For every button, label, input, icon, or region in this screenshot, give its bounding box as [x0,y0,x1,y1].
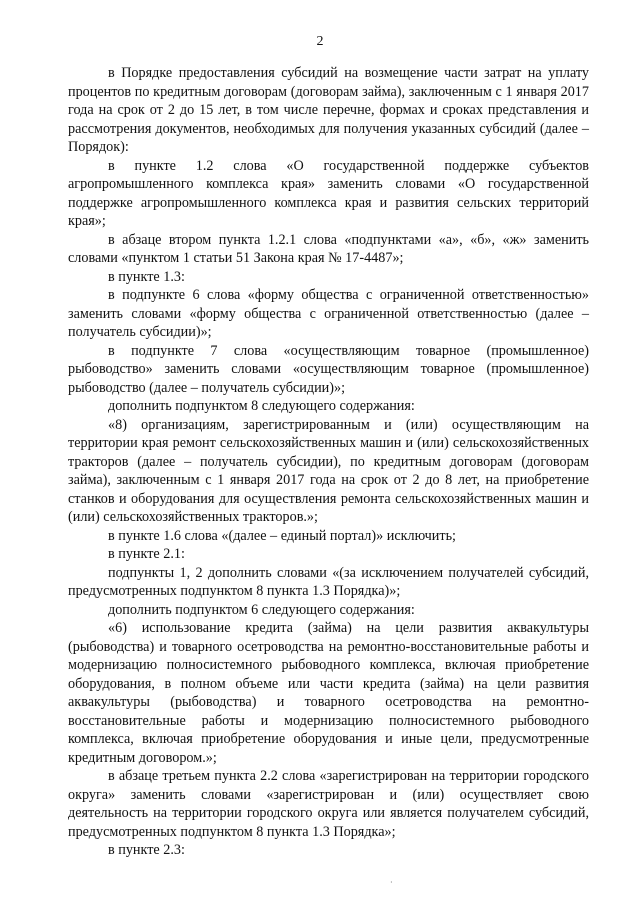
paragraph-item-2-2: в абзаце третьем пункта 2.2 слова «зарегистрирован на территории городского округа» заменить словами «зарегистрирован и (или) осуществляет свою деятельность на территории городского округа или является получателем субсидий, предусмотренных подпунктом 8 пункта 1.3 Порядка»; [68,768,589,840]
paragraph-item-2-1-heading: в пункте 2.1: [108,546,185,562]
paragraph-subitem-6: в подпункте 6 слова «форму общества с ограниченной ответственностью» заменить словами «форму общества с ограниченной ответственностью (далее – получатель субсидии)»; [68,287,589,340]
paragraph-item-1-2: в пункте 1.2 слова «О государственной поддержке субъектов агропромышленного комплекса края» заменить словами «О государственной поддержке агропромышленного комплекса края и развития сельских территорий края»; [68,157,589,229]
paragraph-item-1-3-heading: в пункте 1.3: [108,268,185,285]
paragraph-intro: в Порядке предоставления субсидий на возмещение части затрат на уплату процентов по кредитным договорам (договорам займа), заключенным с 1 января 2017 года на срок от 2 до 15 лет, в том числе перечне, формах и сроках представления и рассмотрения документов, необходимых для получения указанных субсидий (далее – Порядок): [68,65,589,155]
paragraph-add-subitem-6: дополнить подпунктом 6 следующего содержания: [108,601,415,618]
paragraph-item-1-6: в пункте 1.6 слова «(далее – единый портал)» исключить; [108,527,456,544]
paragraph-subitem-8-text: «8) организациям, зарегистрированным и (или) осуществляющим на территории края ремонт сельскохозяйственных машин и (или) сельскохозяйственных тракторов (далее – получатель субсидии), по кредитным договорам (договорам займа), заключенным с 1 января 2017 года на срок от 2 до 8 лет, на приобретение станков и оборудования для осуществления ремонта сельскохозяйственных машин и (или) сельскохозяйственных тракторов.»; [68,416,589,525]
paragraph-add-subitem-8: дополнить подпунктом 8 следующего содержания: [108,398,415,414]
document-body [68,64,589,860]
paragraph-subitem-7: в подпункте 7 слова «осуществляющим товарное (промышленное) рыбоводство» заменить словами «осуществляющим товарное (промышленное) рыбоводство (далее – получатель субсидии)»; [68,342,589,396]
page-number: 2 [316,34,324,49]
paragraph-subitem-6-text: «6) использование кредита (займа) на цели развития аквакультуры (рыбоводства) и товарного осетроводства на ремонтно-восстановительные работы и модернизацию полносистемного рыбоводного комплекса, включая приобретение оборудования, в полном объеме или части кредита (займа) на цели развития аквакультуры (рыбоводства) и товарного осетроводства на ремонтно-восстановительные работы и модернизацию полносистемного рыбоводного комплекса, включая приобретение оборудования и иные цели, предусмотренные кредитным договором.»; [68,620,589,766]
paragraph-item-2-3-heading: в пункте 2.3: [108,842,185,858]
paragraph-subitems-1-2: подпункты 1, 2 дополнить словами «(за исключением получателей субсидий, предусмотренных подпунктом 8 пункта 1.3 Порядка)»; [68,564,589,599]
paragraph-item-1-2-1: в абзаце втором пункта 1.2.1 слова «подпунктами «а», «б», «ж» заменить словами «пунктом 1 статьи 51 Закона края № 17-4487»; [68,231,589,266]
scan-speck: · [390,878,393,887]
